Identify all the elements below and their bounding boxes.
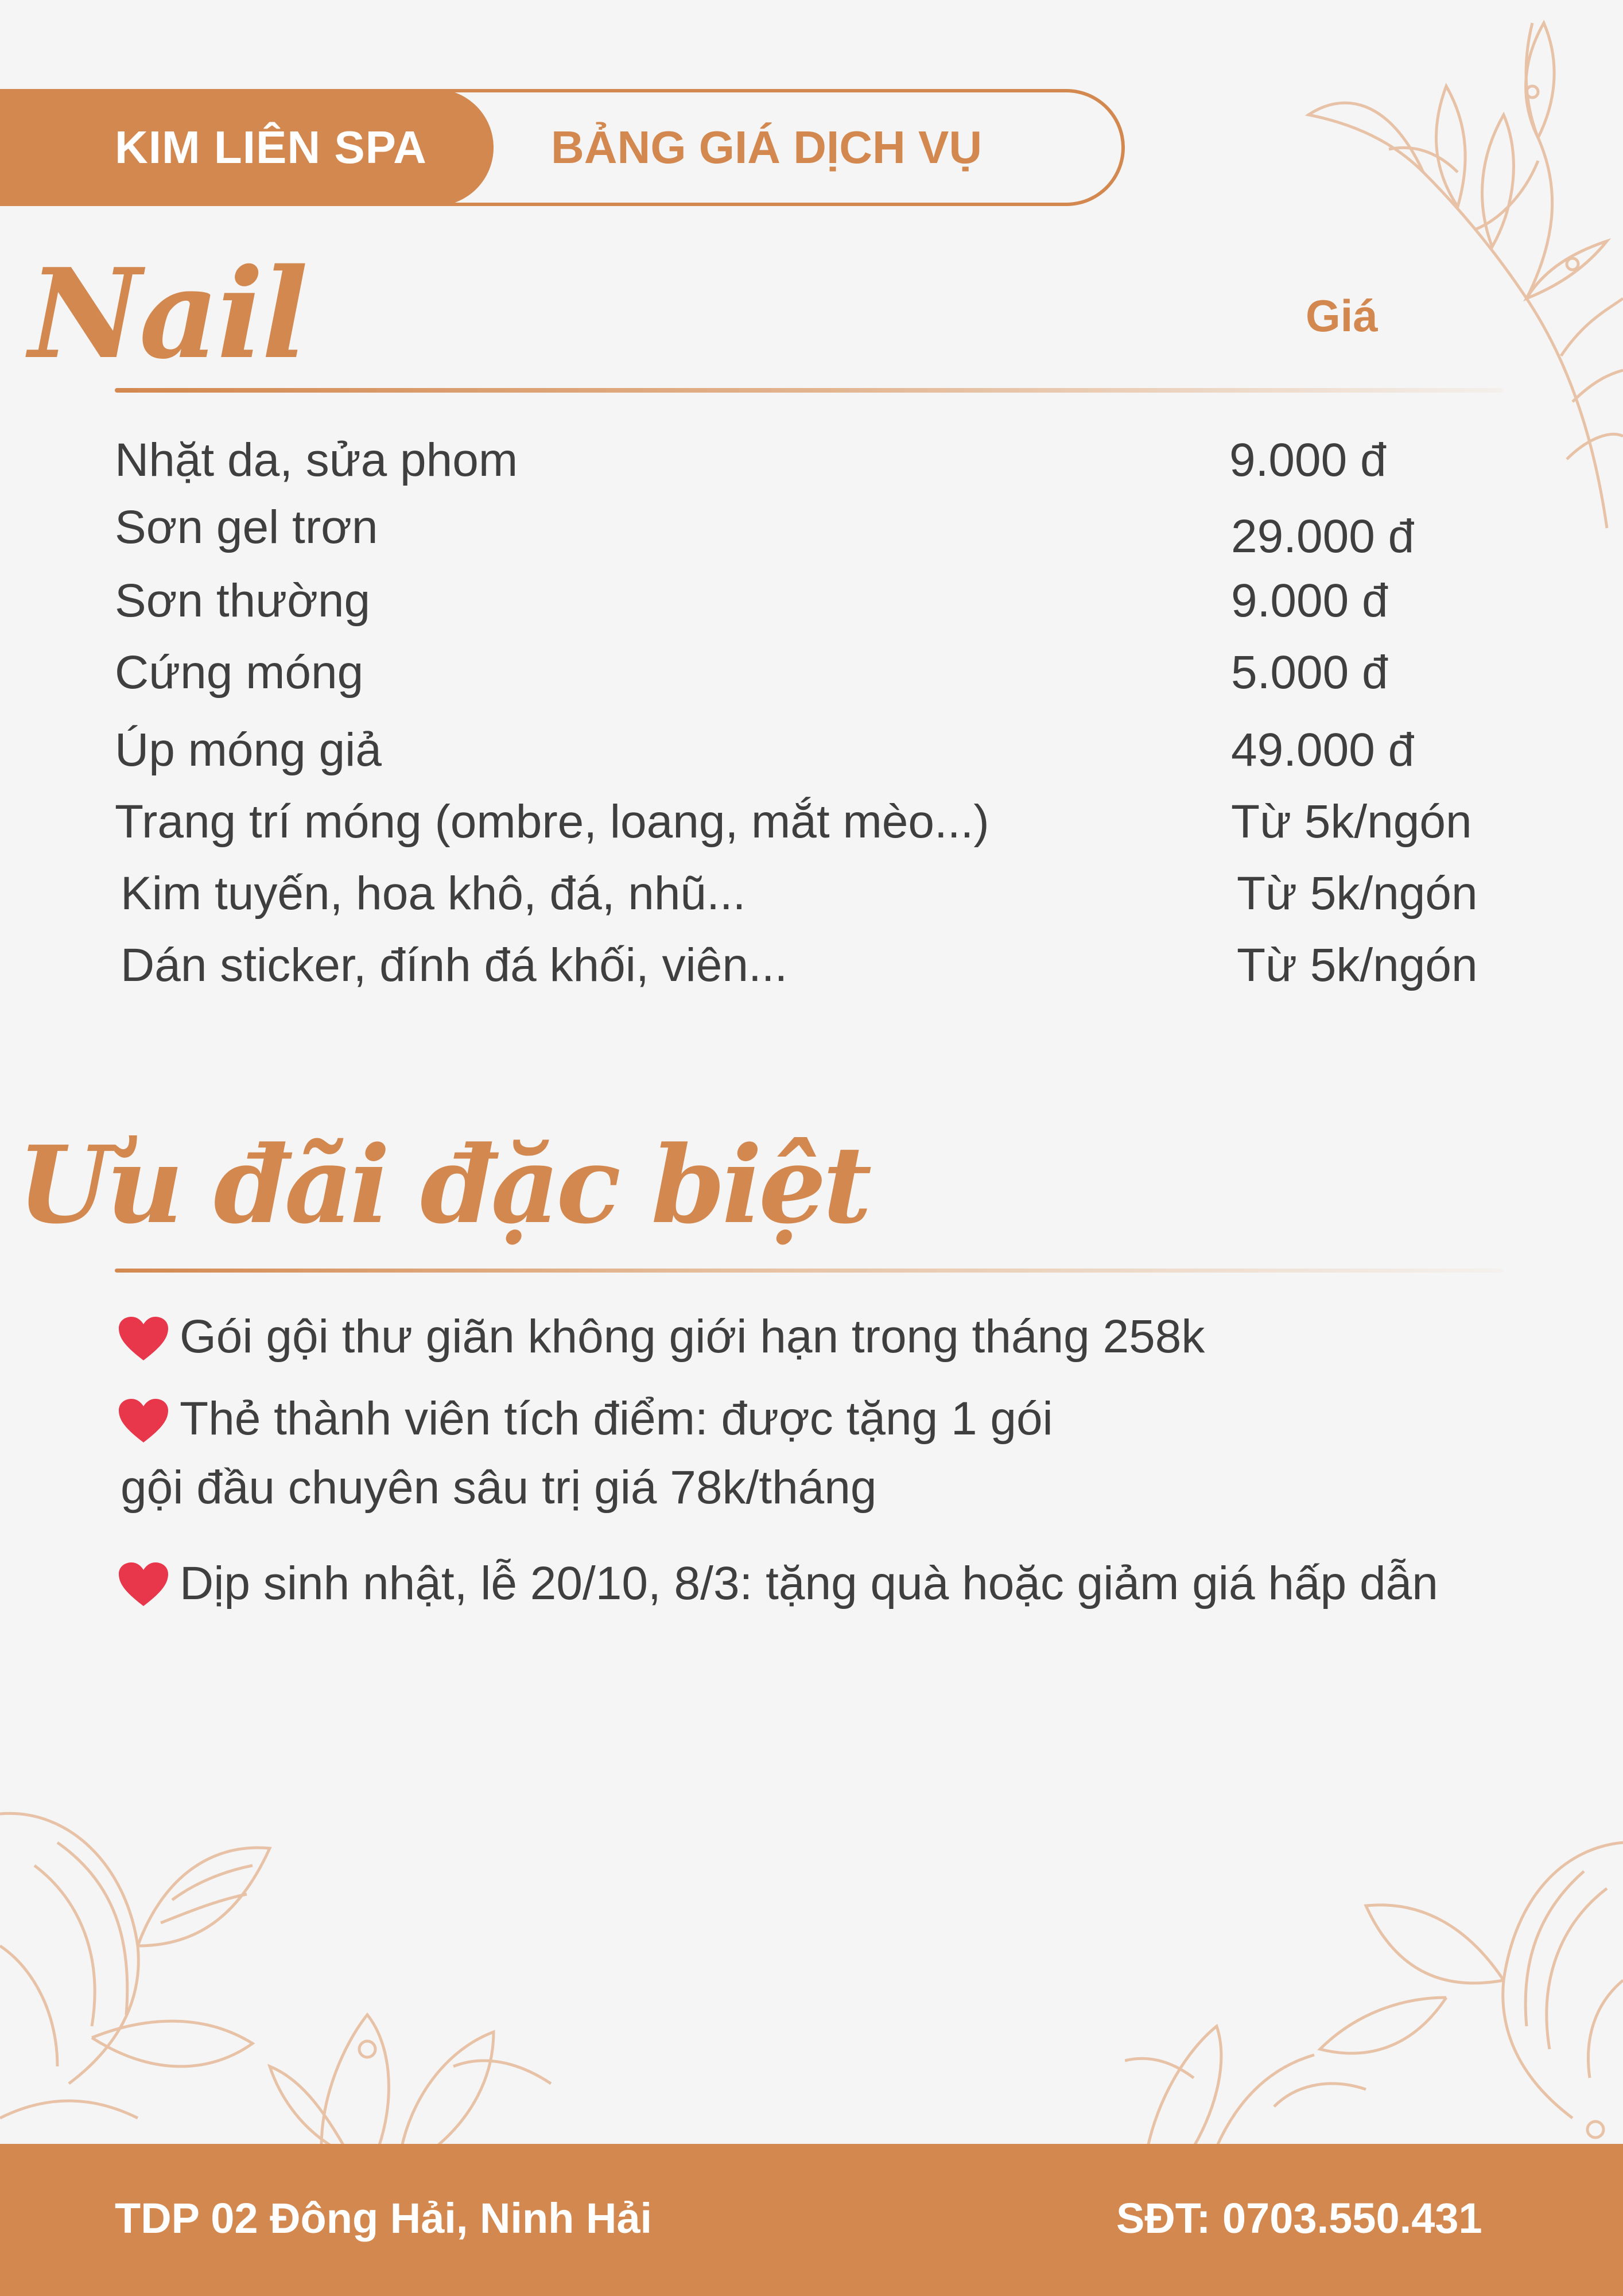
service-price: 49.000 đ bbox=[1231, 724, 1415, 776]
offer-text-continued: gội đầu chuyên sâu trị giá 78k/tháng bbox=[121, 1461, 877, 1514]
page-title: BẢNG GIÁ DỊCH VỤ bbox=[551, 122, 983, 173]
offer-text: Thẻ thành viên tích điểm: được tặng 1 gói bbox=[180, 1393, 1053, 1445]
divider bbox=[115, 1269, 1504, 1273]
footer-address: TDP 02 Đông Hải, Ninh Hải bbox=[115, 2194, 653, 2242]
service-price: Từ 5k/ngón bbox=[1231, 796, 1472, 848]
service-name: Nhặt da, sửa phom bbox=[115, 434, 518, 486]
offer-text: Dịp sinh nhật, lễ 20/10, 8/3: tặng quà hoặc giảm giá hấp dẫn bbox=[180, 1557, 1438, 1609]
heart-icon bbox=[118, 1561, 169, 1607]
offers-section-title: Ưu đãi đặc biệt bbox=[17, 1122, 869, 1247]
price-column-header: Giá bbox=[1306, 290, 1378, 341]
service-price: Từ 5k/ngón bbox=[1237, 939, 1478, 991]
service-name: Kim tuyến, hoa khô, đá, nhũ... bbox=[121, 867, 746, 920]
service-name: Sơn thường bbox=[115, 575, 371, 627]
heart-icon bbox=[118, 1316, 169, 1362]
footer-phone: SĐT: 0703.550.431 bbox=[1116, 2194, 1482, 2242]
service-name: Dán sticker, đính đá khối, viên... bbox=[121, 939, 788, 991]
service-price: 9.000 đ bbox=[1231, 575, 1388, 627]
service-name: Cứng móng bbox=[115, 646, 364, 699]
nail-section-title: Nail bbox=[29, 241, 306, 386]
floral-decoration-bottom-left-icon bbox=[0, 1797, 574, 2147]
floral-decoration-bottom-right-icon bbox=[1125, 1808, 1623, 2147]
service-price: 5.000 đ bbox=[1231, 646, 1388, 699]
offer-text: Gói gội thư giãn không giới hạn trong tháng 258k bbox=[180, 1310, 1205, 1363]
heart-icon bbox=[118, 1398, 169, 1444]
service-name: Trang trí móng (ombre, loang, mắt mèo...) bbox=[115, 796, 989, 848]
service-name: Úp móng giả bbox=[115, 724, 382, 776]
service-price: Từ 5k/ngón bbox=[1237, 867, 1478, 920]
divider bbox=[115, 388, 1504, 393]
service-name: Sơn gel trơn bbox=[115, 501, 378, 553]
service-price: 9.000 đ bbox=[1229, 434, 1387, 486]
service-price: 29.000 đ bbox=[1231, 510, 1415, 563]
brand-name: KIM LIÊN SPA bbox=[115, 122, 427, 173]
